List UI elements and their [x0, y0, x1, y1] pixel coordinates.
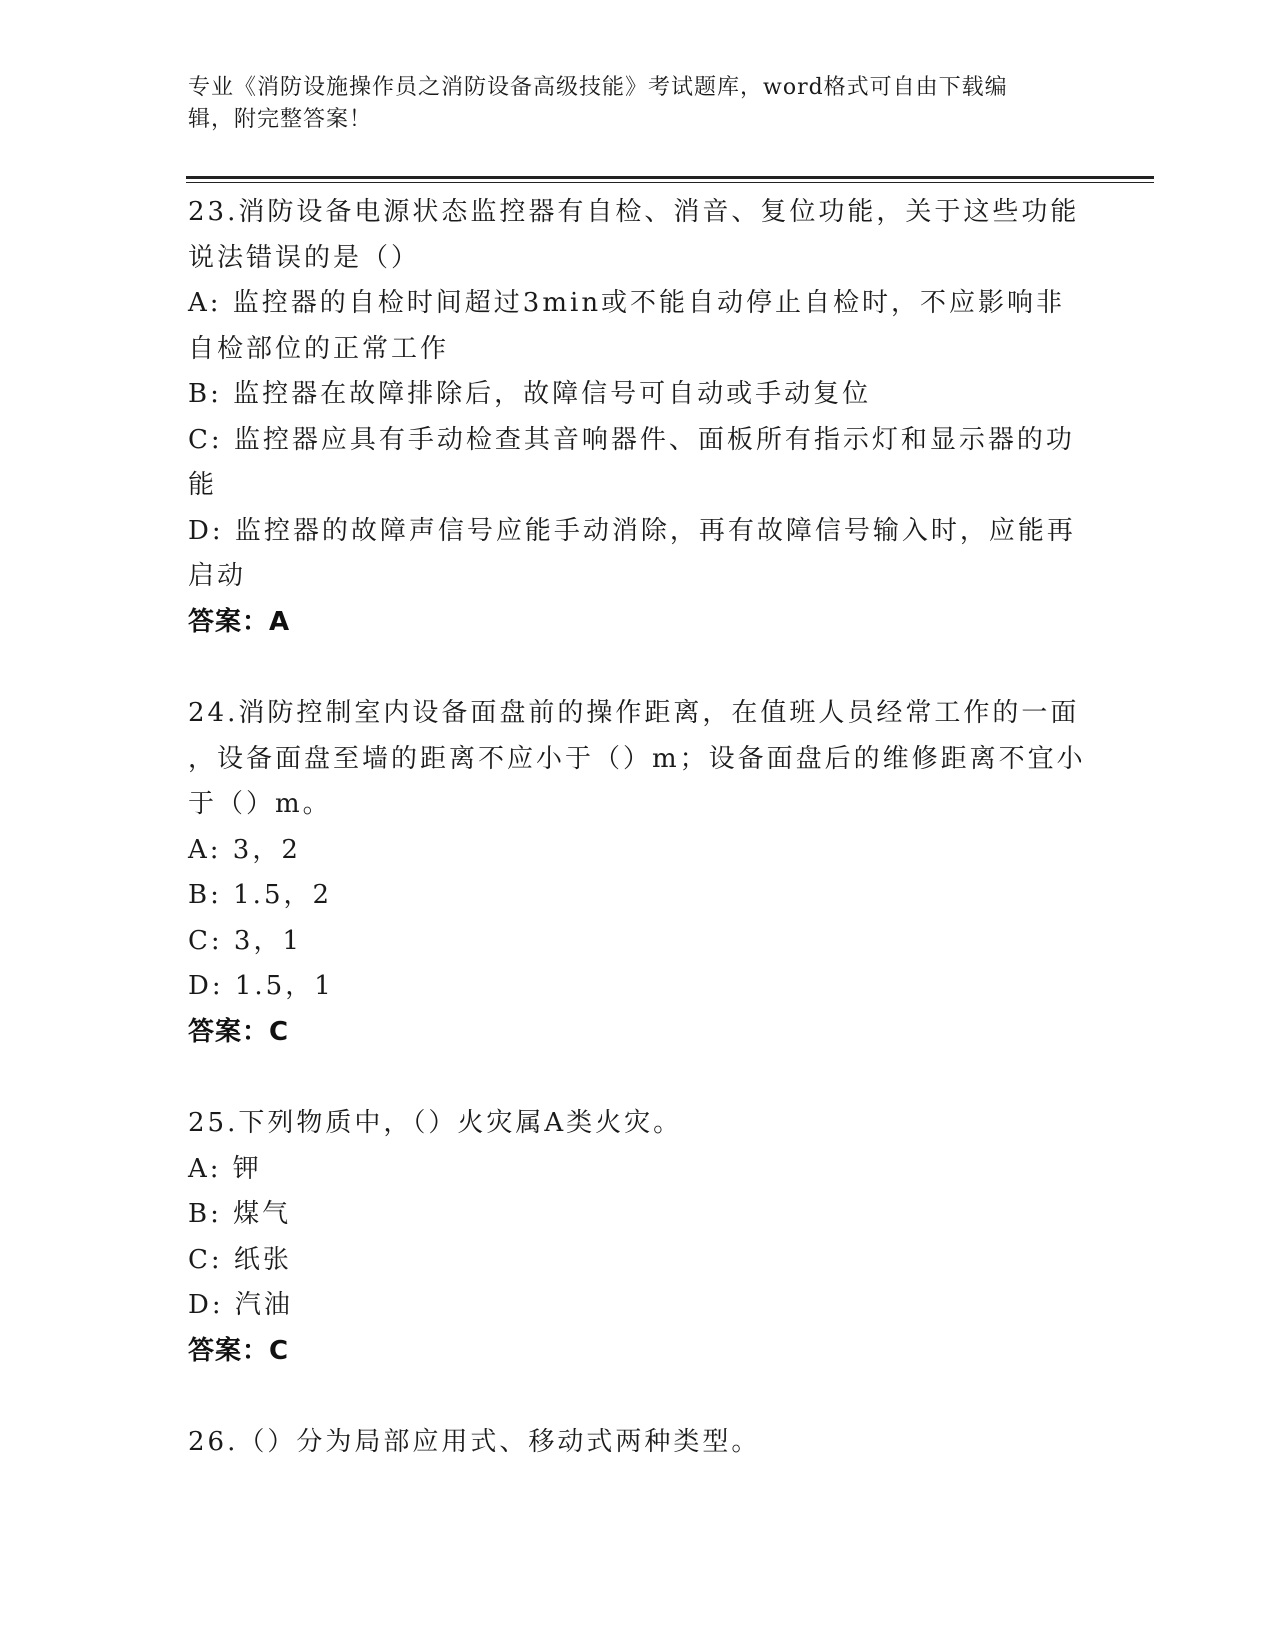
option-a-cont: 自检部位的正常工作: [188, 333, 450, 364]
question-stem-line: 23.消防设备电源状态监控器有自检、消音、复位功能，关于这些功能: [188, 197, 1080, 227]
option-c: C: 3，1: [188, 925, 303, 956]
answer-label: 答案：: [188, 606, 270, 637]
question-list: [188, 190, 1088, 1466]
option-c: C: 监控器应具有手动检查其音响器件、面板所有指示灯和显示器的功: [188, 424, 1075, 455]
question-stem-line: 于（）m。: [188, 789, 332, 819]
option-d: D: 汽油: [188, 1290, 293, 1320]
answer-value: C: [269, 1016, 290, 1047]
option-c-cont: 能: [188, 470, 218, 500]
header-divider-thick: [186, 176, 1154, 179]
answer-label: 答案：: [188, 1335, 270, 1366]
answer-label: 答案：: [188, 1016, 270, 1047]
question-stem-line: 说法错误的是（）: [188, 242, 421, 273]
answer-line: [188, 1329, 1088, 1375]
option-b: B: 1.5，2: [188, 880, 333, 910]
question-stem-line: 26.（）分为局部应用式、移动式两种类型。: [188, 1427, 761, 1457]
answer-value: A: [269, 606, 291, 637]
option-d: D: 监控器的故障声信号应能手动消除，再有故障信号输入时，应能再: [188, 515, 1076, 546]
option-d: D: 1.5，1: [188, 971, 334, 1001]
header-line-1: 专业《消防设施操作员之消防设备高级技能》考试题库，word格式可自由下载编: [188, 75, 1008, 100]
question-23: [188, 190, 1088, 645]
option-b: B: 煤气: [188, 1199, 292, 1229]
header-divider-thin: [186, 182, 1154, 183]
question-24: [188, 691, 1088, 1055]
document-header: [188, 72, 1068, 136]
option-a: A: 监控器的自检时间超过3min或不能自动停止自检时，不应影响非: [188, 288, 1066, 318]
option-a: A: 钾: [188, 1153, 262, 1184]
answer-value: C: [269, 1335, 290, 1366]
question-stem-line: ，设备面盘至墙的距离不应小于（）m；设备面盘后的维修距离不宜小: [188, 743, 1086, 774]
question-stem-line: 25.下列物质中，（）火灾属A类火灾。: [188, 1108, 683, 1138]
header-line-2: 辑，附完整答案！: [188, 107, 373, 132]
option-d-cont: 启动: [188, 561, 247, 591]
answer-line: [188, 600, 1088, 646]
question-25: [188, 1101, 1088, 1374]
option-a: A: 3，2: [188, 834, 301, 865]
question-stem-line: 24.消防控制室内设备面盘前的操作距离，在值班人员经常工作的一面: [188, 698, 1080, 728]
option-b: B: 监控器在故障排除后，故障信号可自动或手动复位: [188, 379, 872, 409]
answer-line: [188, 1010, 1088, 1056]
question-26: [188, 1420, 1088, 1466]
option-c: C: 纸张: [188, 1244, 292, 1275]
